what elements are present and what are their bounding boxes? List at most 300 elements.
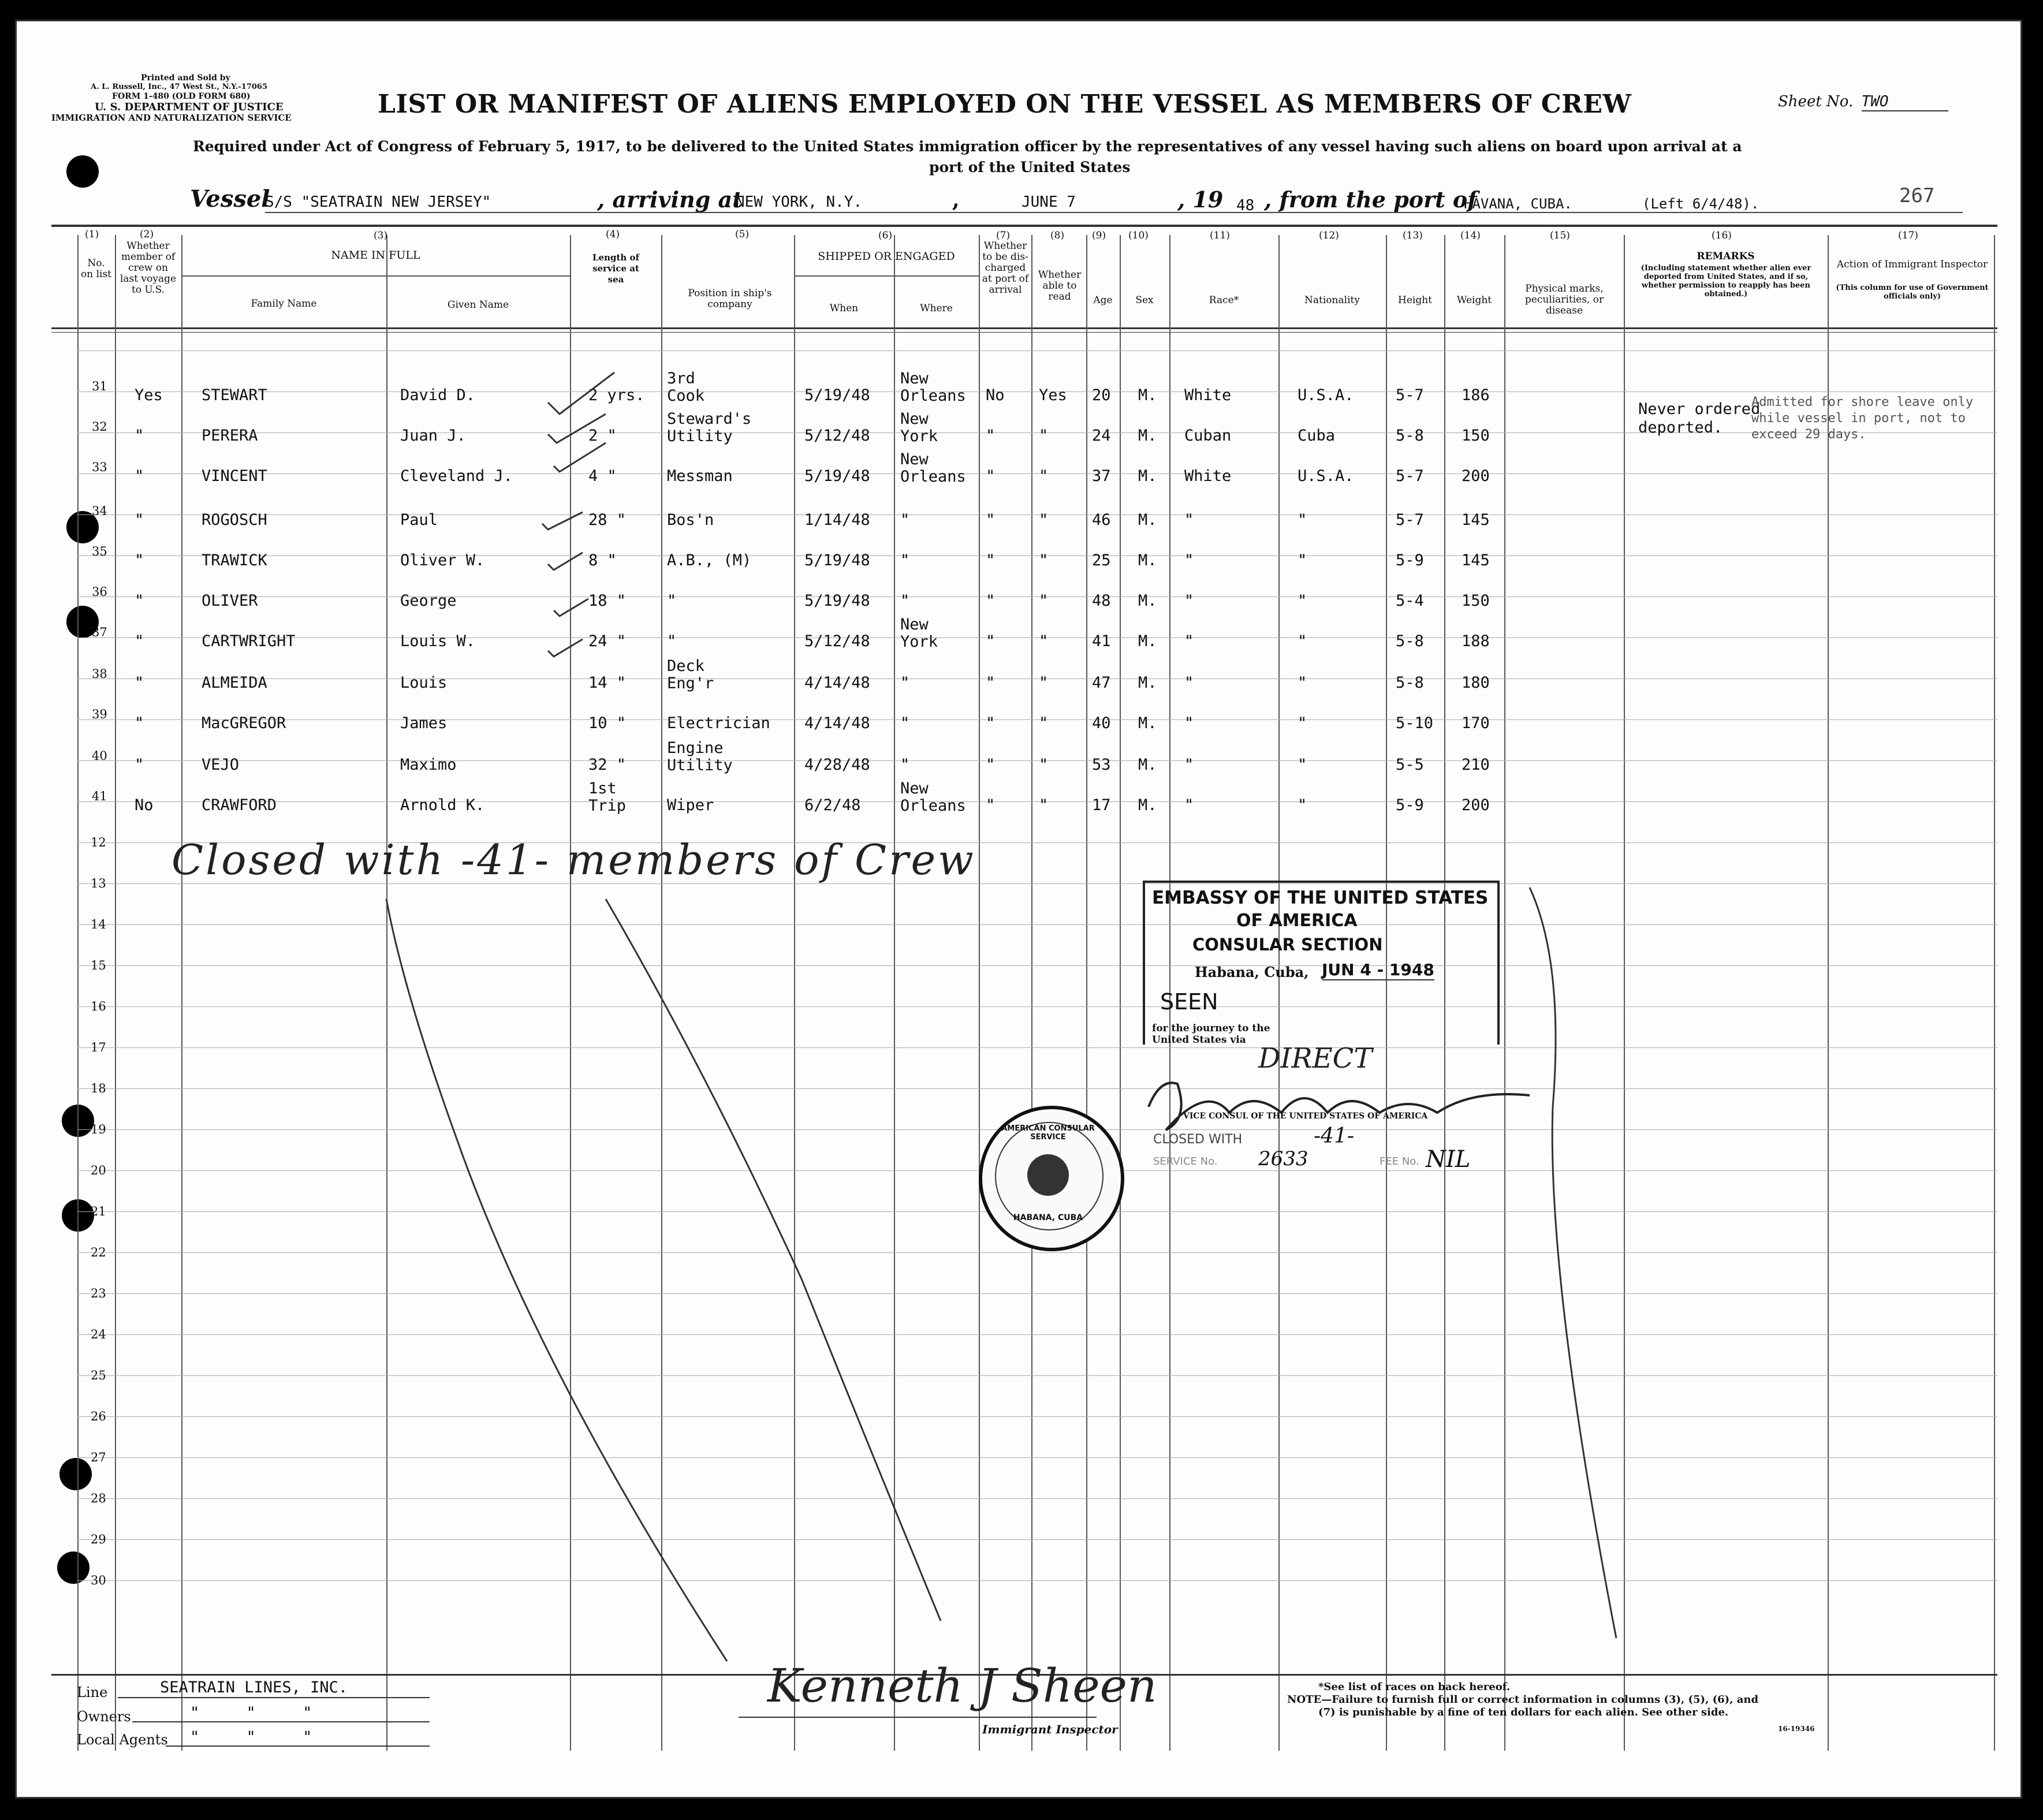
sex-cell: M. (1138, 511, 1157, 529)
ruled-line (77, 678, 1997, 679)
footer-line-underline (118, 1697, 430, 1698)
col-5-num: (5) (735, 229, 750, 240)
col-16-num: (16) (1712, 230, 1732, 241)
discharged-cell: " (986, 551, 996, 569)
ruled-line (77, 760, 1997, 761)
vessel-underline (265, 212, 1963, 213)
sex-cell: M. (1138, 796, 1157, 814)
race-cell: " (1184, 674, 1194, 692)
given-name-cell: David D. (400, 386, 476, 404)
able-to-read-cell: Yes (1039, 386, 1067, 404)
printer-line: IMMIGRATION AND NATURALIZATION SERVICE (51, 113, 292, 123)
handwritten-closing-note: Closed with -41- members of Crew (172, 836, 976, 884)
col-8-num: (8) (1050, 230, 1065, 241)
service-length-cell: 2 yrs. (588, 386, 645, 404)
sex-cell: M. (1138, 551, 1157, 569)
column-rule (181, 235, 182, 1751)
ruled-line (77, 596, 1997, 597)
stamp-closed-count: -41- (1314, 1124, 1355, 1148)
discharged-cell: " (986, 632, 996, 650)
arrival-year: 48 (1236, 197, 1255, 214)
age-cell: 41 (1092, 632, 1111, 650)
vessel-line (190, 185, 270, 212)
position-cell: A.B., (M) (667, 551, 752, 569)
printer-line: Printed and Sold by (141, 73, 230, 83)
column-rule (115, 235, 116, 1751)
col-3-label: NAME IN FULL (331, 249, 420, 262)
race-cell: " (1184, 551, 1194, 569)
service-length-cell: 18 " (588, 592, 627, 610)
col-16-note: (Including statement whether alien ever deported from United States, and if so, whether permission to reapply has been obtained.) (1641, 264, 1811, 299)
shipped-where-cell: New Orleans (900, 450, 966, 486)
family-name-cell: OLIVER (202, 592, 258, 610)
col-15-label: Physical marks, peculiarities, or disease (1524, 283, 1604, 316)
service-length-cell: 32 " (588, 756, 627, 774)
service-length-cell: 10 " (588, 714, 627, 732)
col-14-label: Weight (1456, 294, 1492, 306)
col-10-num: (10) (1128, 230, 1149, 241)
able-to-read-cell: " (1039, 714, 1049, 732)
footer-line-label: Line (77, 1684, 108, 1700)
ruled-line (77, 514, 1997, 515)
discharged-cell: " (986, 427, 996, 445)
stamp-line3: CONSULAR SECTION (1192, 935, 1383, 954)
ruled-line (77, 473, 1997, 474)
col-9-label: Age (1093, 294, 1113, 306)
weight-cell: 145 (1462, 511, 1490, 529)
printer-line: FORM 1-480 (OLD FORM 680) (112, 92, 251, 101)
shipped-when-cell: 4/28/48 (804, 756, 870, 774)
weight-cell: 145 (1462, 551, 1490, 569)
service-length-cell: 28 " (588, 511, 627, 529)
nationality-cell: " (1298, 674, 1307, 692)
stamp-via: United States via (1152, 1034, 1246, 1046)
service-length-cell: 1st Trip (588, 780, 627, 815)
punch-hole (59, 1458, 92, 1490)
service-length-cell: 2 " (588, 427, 617, 445)
arrival-port: NEW YORK, N.Y. (736, 193, 863, 211)
row-number: 20 (91, 1163, 106, 1177)
family-name-cell: CRAWFORD (202, 796, 277, 814)
page-number: 267 (1899, 184, 1935, 207)
row-number: 32 (92, 420, 107, 434)
family-name-cell: ALMEIDA (202, 674, 267, 692)
from-port-label: , from the port of (1264, 187, 1477, 212)
row-number: 21 (91, 1204, 106, 1218)
weight-cell: 150 (1462, 427, 1490, 445)
shipped-when-cell: 5/19/48 (804, 386, 870, 404)
column-rule (77, 235, 79, 1751)
position-cell: Engine Utility (667, 739, 733, 774)
last-voyage-cell: " (135, 427, 144, 445)
position-cell: " (667, 592, 677, 610)
shipped-where-cell: New York (900, 410, 938, 445)
remark-shore-leave: Admitted for shore leave only while vessel in port, not to exceed 29 days. (1751, 395, 1974, 442)
row-number: 33 (92, 460, 107, 474)
shipped-where-cell: New Orleans (900, 780, 966, 815)
col-17-label: Action of Immigrant Inspector (1836, 259, 1988, 270)
row-number: 41 (92, 789, 107, 803)
row-number: 36 (92, 585, 107, 599)
punch-hole (66, 155, 99, 188)
last-voyage-cell: No (135, 796, 154, 814)
inspector-signature: Kenneth J Sheen (767, 1659, 1157, 1713)
nationality-cell: " (1298, 632, 1307, 650)
nationality-cell: U.S.A. (1298, 386, 1354, 404)
col-12-label: Nationality (1304, 294, 1360, 306)
stamp-route: DIRECT (1258, 1042, 1373, 1075)
row-number: 17 (91, 1040, 106, 1054)
col-13-num: (13) (1403, 230, 1423, 241)
shipped-where-cell: " (900, 511, 910, 529)
able-to-read-cell: " (1039, 467, 1049, 485)
able-to-read-cell: " (1039, 632, 1049, 650)
service-length-cell: 24 " (588, 632, 627, 650)
family-name-cell: VINCENT (202, 467, 267, 485)
col-9-num: (9) (1092, 230, 1106, 241)
shipped-when-cell: 5/12/48 (804, 632, 870, 650)
footer-agents-underline (166, 1746, 430, 1747)
position-cell: Electrician (667, 714, 770, 732)
col-1-num: (1) (85, 229, 99, 240)
age-cell: 24 (1092, 427, 1111, 445)
shipped-where-cell: New Orleans (900, 370, 966, 405)
sheet-value: TWO (1862, 93, 1948, 111)
year-prefix: , 19 (1177, 187, 1224, 212)
race-cell: " (1184, 714, 1194, 732)
stamp-line2: OF AMERICA (1236, 911, 1358, 931)
ruled-line (77, 801, 1997, 802)
footer-agents-label: Local Agents (77, 1732, 168, 1748)
col-11-num: (11) (1210, 230, 1230, 241)
stamp-journey: for the journey to the (1152, 1023, 1270, 1034)
age-cell: 37 (1092, 467, 1111, 485)
discharged-cell: " (986, 592, 996, 610)
position-cell: 3rd Cook (667, 370, 705, 405)
race-cell: " (1184, 796, 1194, 814)
weight-cell: 180 (1462, 674, 1490, 692)
footer-owners-label: Owners (77, 1709, 131, 1725)
able-to-read-cell: " (1039, 551, 1049, 569)
able-to-read-cell: " (1039, 756, 1049, 774)
row-number: 23 (91, 1286, 106, 1300)
inspector-label: Immigrant Inspector (982, 1722, 1118, 1736)
last-voyage-cell: " (135, 511, 144, 529)
family-name-cell: MacGREGOR (202, 714, 286, 732)
col-14-num: (14) (1460, 230, 1481, 241)
col-15-num: (15) (1550, 230, 1570, 241)
col-12-num: (12) (1319, 230, 1339, 241)
family-name-cell: ROGOSCH (202, 511, 267, 529)
subtitle: port of the United States (929, 159, 1131, 176)
last-voyage-cell: " (135, 756, 144, 774)
row-number: 38 (92, 667, 107, 681)
check-mark (548, 414, 606, 443)
last-voyage-cell: " (135, 551, 144, 569)
seal-bottom-text: HABANA, CUBA (1013, 1213, 1083, 1222)
weight-cell: 188 (1462, 632, 1490, 650)
weight-cell: 200 (1462, 467, 1490, 485)
height-cell: 5-8 (1396, 427, 1424, 445)
column-rule (1828, 235, 1829, 1751)
row-number: 19 (91, 1122, 106, 1136)
check-marks (536, 368, 640, 691)
stamp-fee-no: NIL (1426, 1146, 1471, 1173)
stamp-place: Habana, Cuba, (1195, 964, 1309, 980)
weight-cell: 186 (1462, 386, 1490, 404)
race-cell: " (1184, 756, 1194, 774)
printer-line: A. L. Russell, Inc., 47 West St., N.Y.-17065 (91, 83, 268, 91)
ruled-line (77, 391, 1997, 392)
col-2-num: (2) (140, 229, 154, 240)
nationality-cell: " (1298, 714, 1307, 732)
able-to-read-cell: " (1039, 796, 1049, 814)
family-name-cell: PERERA (202, 427, 258, 445)
given-name-cell: James (400, 714, 448, 732)
able-to-read-cell: " (1039, 592, 1049, 610)
discharged-cell: " (986, 796, 996, 814)
col-5-label: Position in ship's company (688, 288, 772, 310)
nationality-cell: " (1298, 756, 1307, 774)
race-cell: White (1184, 467, 1232, 485)
weight-cell: 170 (1462, 714, 1490, 732)
shipped-where-cell: " (900, 551, 910, 569)
given-name-cell: George (400, 592, 457, 610)
given-name-header: Given Name (447, 299, 509, 311)
shipped-where-cell: " (900, 756, 910, 774)
col-7-num: (7) (996, 230, 1011, 241)
row-number: 22 (91, 1245, 106, 1259)
family-name-header: Family Name (251, 298, 317, 309)
last-voyage-cell: " (135, 592, 144, 610)
header-top-rule (51, 225, 1997, 227)
col-4-label: Length of service at sea (592, 252, 639, 285)
able-to-read-cell: " (1039, 674, 1049, 692)
last-voyage-cell: " (135, 714, 144, 732)
last-voyage-cell: Yes (135, 386, 163, 404)
nationality-cell: " (1298, 551, 1307, 569)
weight-cell: 200 (1462, 796, 1490, 814)
height-cell: 5-5 (1396, 756, 1424, 774)
position-cell: Deck Eng'r (667, 657, 714, 692)
footer-owners-underline (132, 1721, 430, 1722)
row-number: 28 (91, 1491, 106, 1505)
remark-never-deported: Never ordered deported. (1638, 400, 1761, 437)
row-number: 13 (91, 877, 106, 890)
row-number: 16 (91, 999, 106, 1013)
inspector-signature-line (739, 1717, 1097, 1718)
col-6-num: (6) (878, 230, 893, 241)
row-number: 30 (91, 1573, 106, 1587)
discharged-cell: " (986, 714, 996, 732)
age-cell: 48 (1092, 592, 1111, 610)
race-cell: Cuban (1184, 427, 1232, 445)
discharged-cell: " (986, 511, 996, 529)
nationality-cell: " (1298, 592, 1307, 610)
given-name-cell: Juan J. (400, 427, 466, 445)
given-name-cell: Maximo (400, 756, 457, 774)
row-number: 14 (91, 918, 106, 931)
able-to-read-cell: " (1039, 511, 1049, 529)
header-bottom-rule2 (51, 332, 1997, 333)
age-cell: 47 (1092, 674, 1111, 692)
row-number: 37 (92, 625, 107, 639)
col-16-label: REMARKS (1697, 251, 1755, 262)
position-cell: Wiper (667, 796, 714, 814)
comma: , (952, 188, 960, 212)
check-mark (548, 553, 583, 570)
able-to-read-cell: " (1039, 427, 1049, 445)
footer-agents-value: " " " (190, 1728, 312, 1746)
height-cell: 5-9 (1396, 551, 1424, 569)
vessel-name: S/S "SEATRAIN NEW JERSEY" (265, 193, 491, 211)
last-voyage-cell: " (135, 632, 144, 650)
discharged-cell: " (986, 674, 996, 692)
age-cell: 25 (1092, 551, 1111, 569)
sex-cell: M. (1138, 714, 1157, 732)
shipped-when-cell: 1/14/48 (804, 511, 870, 529)
last-voyage-cell: " (135, 674, 144, 692)
check-mark (554, 443, 606, 472)
stamp-fee-label: FEE No. (1380, 1155, 1419, 1168)
given-name-cell: Cleveland J. (400, 467, 513, 485)
check-mark (548, 372, 614, 414)
arriving-label: , arriving at (597, 187, 743, 212)
height-cell: 5-7 (1396, 511, 1424, 529)
col-6-label: SHIPPED OR ENGAGED (818, 250, 955, 263)
ruled-line (77, 719, 1997, 720)
stamp-service-label: SERVICE No. (1153, 1155, 1218, 1168)
name-subrule (181, 275, 570, 277)
age-cell: 40 (1092, 714, 1111, 732)
seal-top-text: AMERICAN CONSULAR SERVICE (1001, 1124, 1095, 1142)
shipped-subrule (794, 275, 979, 277)
row-number: 27 (91, 1450, 106, 1464)
height-cell: 5-4 (1396, 592, 1424, 610)
shipped-when-cell: 5/19/48 (804, 551, 870, 569)
stamp-closed-with: CLOSED WITH (1153, 1132, 1243, 1147)
eagle-icon (1027, 1154, 1069, 1196)
subtitle: Required under Act of Congress of February 5, 1917, to be delivered to the United States immigration officer by the representatives of any vessel having such aliens on board upon arrival at a (193, 138, 1742, 155)
vessel-label: Vessel (190, 185, 270, 212)
position-cell: Steward's Utility (667, 410, 752, 445)
shipped-when-cell: 5/12/48 (804, 427, 870, 445)
punch-hole (57, 1552, 90, 1584)
stamp-date: JUN 4 - 1948 (1322, 960, 1434, 979)
height-cell: 5-9 (1396, 796, 1424, 814)
shipped-when-cell: 6/2/48 (804, 796, 861, 814)
stamp-service-no: 2633 (1258, 1147, 1308, 1170)
row-number: 24 (91, 1327, 106, 1341)
age-cell: 53 (1092, 756, 1111, 774)
given-name-cell: Louis (400, 674, 448, 692)
nationality-cell: " (1298, 511, 1307, 529)
race-cell: " (1184, 592, 1194, 610)
column-rule (1994, 235, 1995, 1751)
footer-note: *See list of races on back hereof. (1318, 1681, 1511, 1693)
weight-cell: 210 (1462, 756, 1490, 774)
left-date: (Left 6/4/48). (1642, 196, 1759, 212)
race-cell: " (1184, 511, 1194, 529)
col-7-label: Whether to be dis-charged at port of arrival (982, 240, 1029, 296)
sex-cell: M. (1138, 674, 1157, 692)
stamp-seen: SEEN (1160, 989, 1218, 1015)
manifest-sheet (15, 20, 2022, 1799)
row-number: 34 (92, 504, 107, 518)
shipped-when-cell: 5/19/48 (804, 592, 870, 610)
sex-cell: M. (1138, 632, 1157, 650)
last-voyage-cell: " (135, 467, 144, 485)
family-name-cell: STEWART (202, 386, 267, 404)
row-number: 40 (92, 749, 107, 763)
row-number: 12 (91, 836, 106, 849)
nationality-cell: " (1298, 796, 1307, 814)
col-1-label: No. on list (80, 258, 112, 280)
row-number: 35 (92, 544, 107, 558)
form-code: 16-19346 (1778, 1725, 1815, 1733)
sex-cell: M. (1138, 467, 1157, 485)
header-bottom-rule (51, 327, 1997, 329)
position-cell: Bos'n (667, 511, 714, 529)
age-cell: 46 (1092, 511, 1111, 529)
sheet-label: Sheet No. (1778, 93, 1854, 110)
given-name-cell: Louis W. (400, 632, 476, 650)
age-cell: 20 (1092, 386, 1111, 404)
row-number: 31 (92, 379, 107, 393)
position-cell: Messman (667, 467, 733, 485)
shipped-where-cell: " (900, 714, 910, 732)
given-name-cell: Oliver W. (400, 551, 485, 569)
document-title: LIST OR MANIFEST OF ALIENS EMPLOYED ON THE VESSEL AS MEMBERS OF CREW (378, 89, 1632, 119)
shipped-when-cell: 5/19/48 (804, 467, 870, 485)
height-cell: 5-7 (1396, 386, 1424, 404)
arrival-date: JUNE 7 (1021, 193, 1076, 211)
from-port: HAVANA, CUBA. (1464, 196, 1572, 212)
col-10-label: Sex (1135, 294, 1154, 306)
row-number: 26 (91, 1409, 106, 1423)
height-cell: 5-10 (1396, 714, 1434, 732)
position-cell: " (667, 632, 677, 650)
race-cell: " (1184, 632, 1194, 650)
check-mark (542, 512, 583, 529)
shipped-where-cell: New York (900, 616, 938, 651)
col-13-label: Height (1398, 294, 1432, 306)
col-8-label: Whether able to read (1038, 269, 1082, 303)
height-cell: 5-7 (1396, 467, 1424, 485)
col-17-note: (This column for use of Government officials only) (1836, 284, 1989, 301)
sheet-number (1778, 93, 1948, 111)
family-name-cell: CARTWRIGHT (202, 632, 296, 650)
stamp-line1: EMBASSY OF THE UNITED STATES (1152, 887, 1489, 908)
discharged-cell: " (986, 756, 996, 774)
col-17-num: (17) (1898, 230, 1918, 241)
footer-note: NOTE—Failure to furnish full or correct information in columns (3), (5), (6), and (1287, 1694, 1759, 1706)
service-length-cell: 4 " (588, 467, 617, 485)
ruled-line (77, 637, 1997, 638)
when-header: When (829, 303, 859, 314)
height-cell: 5-8 (1396, 632, 1424, 650)
age-cell: 17 (1092, 796, 1111, 814)
service-length-cell: 8 " (588, 551, 617, 569)
nationality-cell: Cuba (1298, 427, 1336, 445)
height-cell: 5-8 (1396, 674, 1424, 692)
sex-cell: M. (1138, 756, 1157, 774)
discharged-cell: No (986, 386, 1005, 404)
sex-cell: M. (1138, 427, 1157, 445)
ruled-line (77, 350, 1997, 351)
discharged-cell: " (986, 467, 996, 485)
sex-cell: M. (1138, 386, 1157, 404)
